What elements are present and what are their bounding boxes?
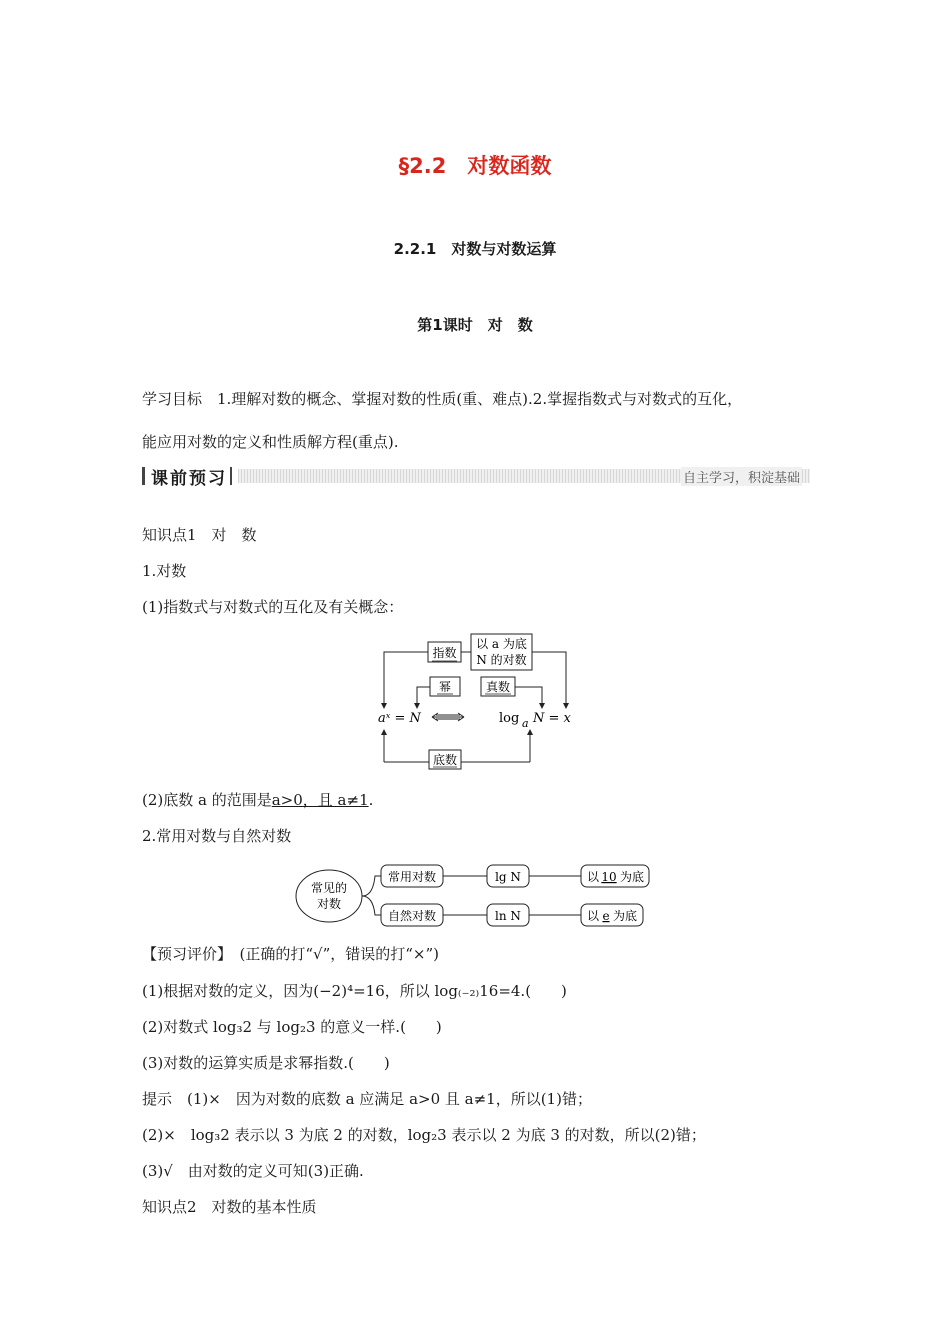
mindmap-basee-post: 为底 [612, 909, 638, 923]
diagram-zhishu: 指数 [432, 646, 457, 660]
mindmap-natural: 自然对数 [387, 909, 437, 923]
review-question-1: (1)根据对数的定义，因为(−2)⁴=16，所以 log₍₋₂₎16=4.( ) [142, 982, 567, 1000]
mindmap-basee-value: e [602, 909, 610, 923]
kp2-heading: 知识点2 对数的基本性质 [142, 1198, 317, 1216]
kp1-item-1: 1.对数 [142, 562, 187, 580]
mindmap-base10-value: 10 [601, 870, 617, 884]
mindmap-basee-pre: 以 [586, 909, 600, 923]
banner-right-text: 自主学习，积淀基础 [681, 467, 802, 486]
diagram-log-eq: N = x [533, 711, 571, 726]
review-question-2: (2)对数式 log₃2 与 log₂3 的意义一样.( ) [142, 1018, 442, 1036]
review-question-3: (3)对数的运算实质是求幂指数.( ) [142, 1054, 390, 1072]
section-title: 2.2.1 对数与对数运算 [393, 240, 557, 258]
hint-1: 提示 (1)× 因为对数的底数 a 应满足 a>0 且 a≠1，所以(1)错； [142, 1090, 592, 1108]
diagram-dishu: 底数 [432, 753, 458, 767]
kp1-sub-2 [142, 789, 373, 810]
review-heading: 【预习评价】 (正确的打“√”，错误的打“×”) [142, 945, 440, 963]
preview-banner [142, 463, 810, 487]
banner-label: 课前预习 [151, 469, 227, 489]
base-range-answer: a>0，且 a≠1 [271, 791, 369, 809]
diagram-log-base: a [522, 717, 529, 730]
hint-3: (3)√ 由对数的定义可知(3)正确. [142, 1162, 364, 1180]
hint-2: (2)× log₃2 表示以 3 为底 2 的对数，log₂3 表示以 2 为底 3 的对数，所以(2)错； [142, 1126, 706, 1144]
kp1-heading: 知识点1 对 数 [142, 526, 257, 544]
mindmap-root-1: 常见的 [310, 881, 348, 895]
diagram-mi: 幂 [438, 680, 452, 694]
diagram-log-of-n: N 的对数 [476, 653, 527, 667]
objectives-line-1: 学习目标 1.理解对数的概念、掌握对数的性质(重、难点).2.掌握指数式与对数式的互化， [142, 390, 743, 408]
kp1-sub-1: (1)指数式与对数式的互化及有关概念： [142, 598, 404, 616]
exp-log-diagram [370, 632, 590, 772]
log-types-mindmap [295, 860, 655, 932]
base-range-suffix: . [368, 791, 374, 809]
base-range-prefix: (2)底数 a 的范围是 [142, 791, 272, 809]
lesson-title: 第1课时 对 数 [417, 316, 533, 334]
kp1-item-2: 2.常用对数与自然对数 [142, 827, 292, 845]
chapter-title: §2.2 对数函数 [398, 154, 552, 178]
mindmap-ln: ln N [495, 909, 521, 923]
diagram-base-a: 以 a 为底 [476, 637, 527, 651]
objectives-line-2: 能应用对数的定义和性质解方程(重点). [142, 433, 399, 451]
diagram-exp-eq: aˣ = N [378, 711, 421, 726]
mindmap-base10-post: 为底 [619, 870, 645, 884]
mindmap-lg: lg N [495, 870, 521, 884]
mindmap-base10-pre: 以 [586, 870, 600, 884]
mindmap-root-2: 对数 [316, 897, 342, 911]
diagram-log-word: log [499, 711, 520, 726]
mindmap-common: 常用对数 [387, 870, 437, 884]
diagram-zhenshu: 真数 [485, 680, 511, 694]
